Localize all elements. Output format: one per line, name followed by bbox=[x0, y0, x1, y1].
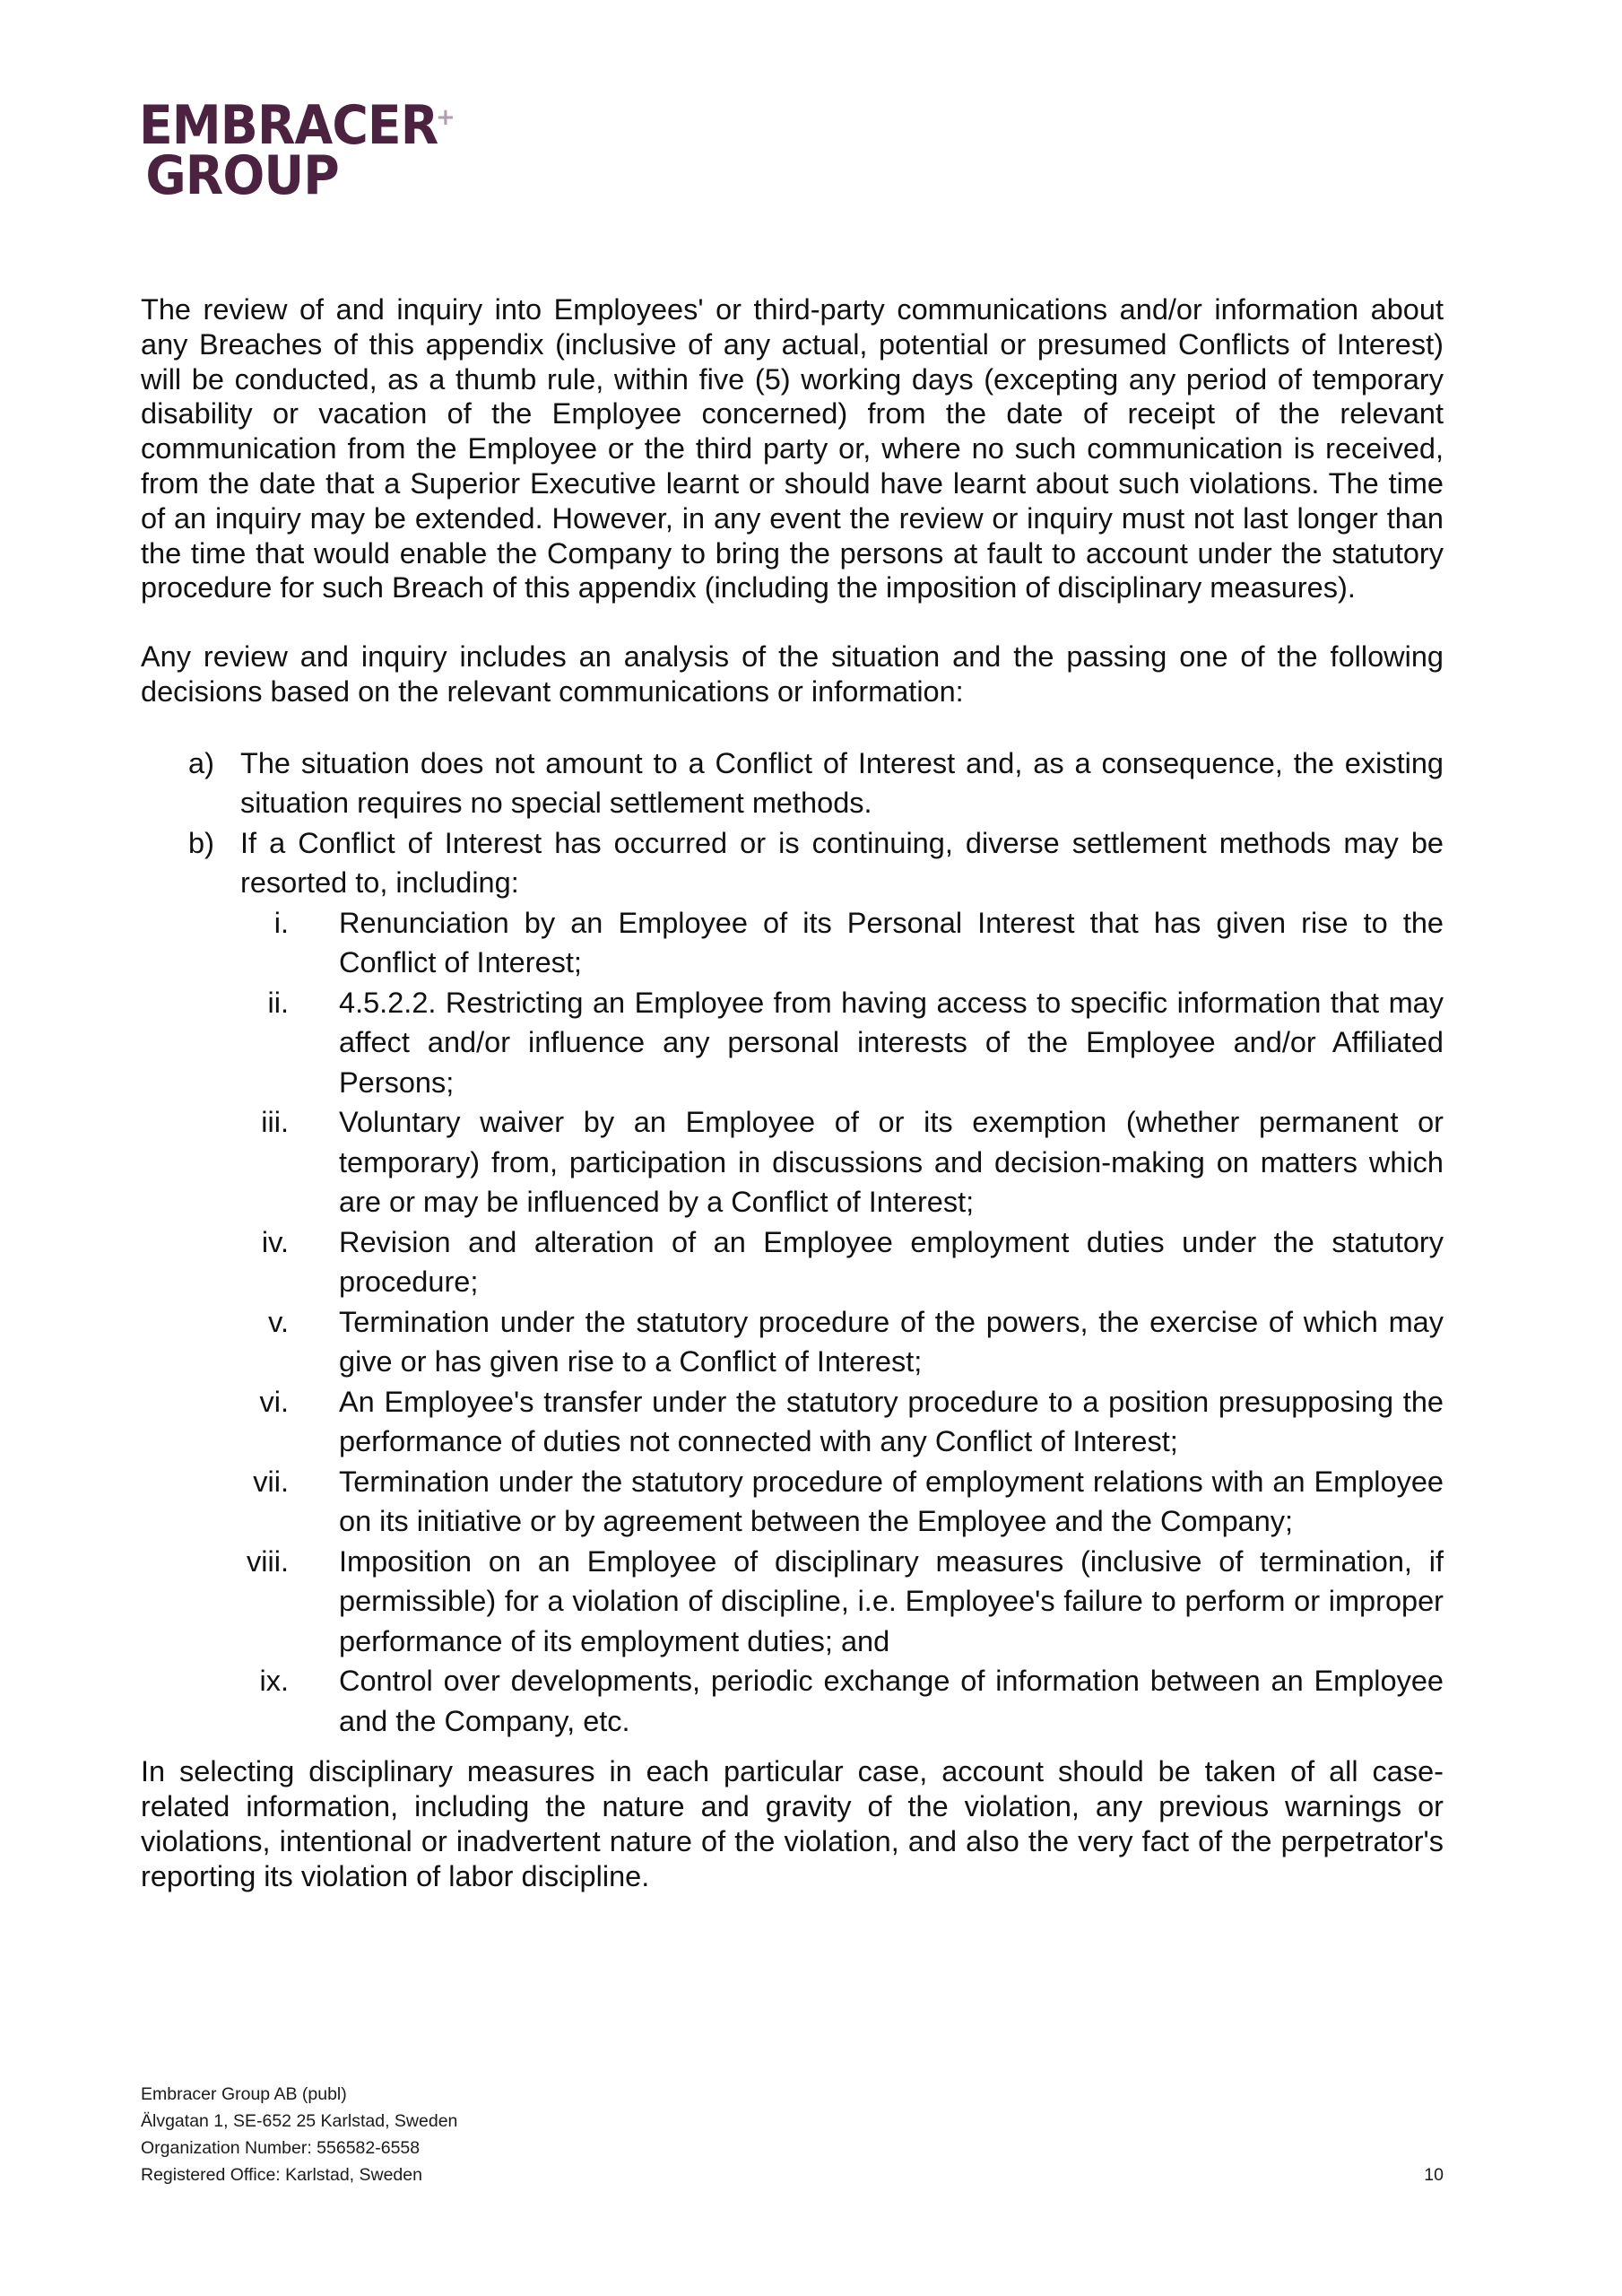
list-label: iv. bbox=[261, 1225, 289, 1258]
list-label: vi. bbox=[259, 1385, 289, 1418]
footer-company-name: Embracer Group AB (publ) bbox=[141, 2084, 347, 2104]
method-text: Termination under the statutory procedure of the powers, the exercise of which may give or has given rise to a Conflict of Interest; bbox=[339, 1305, 1444, 1378]
list-label: v. bbox=[268, 1305, 289, 1338]
paragraph-review-timeline: The review of and inquiry into Employees' or third-party communications and/or information about any Breaches of this appendix (inclusive of any actual, potential or presumed Conflicts of Interest) will be conducted, as a thumb rule, within five (5) working days (excepting any period of temporary disability or vacation of the Employee concerned) from the date of receipt of the relevant communication from the Employee or the third party or, where no such communication is received, from the date that a Superior Executive learnt or should have learnt about such violations. The time of an inquiry may be extended. However, in any event the review or inquiry must not last longer than the time that would enable the Company to bring the persons at fault to account under the statutory procedure for such Breach of this appendix (including the imposition of disciplinary measures). bbox=[141, 293, 1444, 604]
method-text: Imposition on an Employee of disciplinary measures (inclusive of termination, if permissible) for a violation of discipline, i.e. Employee's failure to perform or improper performance of its employment duties; and bbox=[339, 1544, 1444, 1657]
list-label: viii. bbox=[247, 1544, 289, 1578]
decision-item-a bbox=[141, 744, 1444, 823]
decision-item-b bbox=[141, 823, 1444, 1742]
list-label: vii. bbox=[253, 1465, 289, 1498]
list-label: ii. bbox=[267, 986, 289, 1019]
list-label: iii. bbox=[261, 1106, 289, 1139]
list-item bbox=[141, 1222, 1444, 1302]
footer-registered-office: Registered Office: Karlstad, Sweden bbox=[141, 2165, 422, 2185]
paragraph-disciplinary-measures: In selecting disciplinary measures in each particular case, account should be taken of all case-related information, including the nature and gravity of the violation, any previous warnings or violations, intentional or inadvertent nature of the violation, and also the very fact of the perpetrator's reporting its violation of labor discipline. bbox=[141, 1755, 1444, 1892]
list-label: a) bbox=[188, 746, 214, 779]
decision-text: The situation does not amount to a Conflict of Interest and, as a consequence, the existing situation requires no special settlement methods. bbox=[240, 746, 1444, 820]
list-item bbox=[141, 1462, 1444, 1542]
page-number: 10 bbox=[1424, 2165, 1444, 2185]
page-footer bbox=[141, 2081, 1444, 2188]
decision-text: If a Conflict of Interest has occurred or is continuing, diverse settlement methods may be resorted to, including: bbox=[240, 826, 1444, 900]
paragraph-decisions-intro: Any review and inquiry includes an analysis of the situation and the passing one of the following decisions based on the relevant communications or information: bbox=[141, 640, 1444, 708]
list-label: b) bbox=[188, 826, 214, 859]
logo-text-embracer: EMBRACER bbox=[139, 94, 438, 157]
settlement-methods-list bbox=[141, 903, 1444, 1742]
list-label: i. bbox=[273, 906, 289, 939]
document-body bbox=[141, 292, 1444, 1893]
method-text: Renunciation by an Employee of its Personal Interest that has given rise to the Conflict of Interest; bbox=[339, 906, 1444, 979]
list-item bbox=[141, 1382, 1444, 1462]
logo-plus-icon: + bbox=[436, 104, 455, 131]
footer-org-number: Organization Number: 556582-6558 bbox=[141, 2138, 421, 2158]
method-text: Voluntary waiver by an Employee of or its exemption (whether permanent or temporary) from, participation in discussions and decision-making on matters which are or may be influenced by a Conflict of Interest; bbox=[339, 1106, 1444, 1219]
list-item bbox=[141, 983, 1444, 1103]
method-text: 4.5.2.2. Restricting an Employee from having access to specific information that may affect and/or influence any personal interests of the Employee and/or Affiliated Persons; bbox=[339, 986, 1444, 1099]
method-text: Control over developments, periodic exchange of information between an Employee and the Company, etc. bbox=[339, 1665, 1444, 1737]
logo-text-group: GROUP bbox=[145, 144, 339, 207]
embracer-group-logo bbox=[139, 94, 462, 208]
list-label: ix. bbox=[259, 1665, 289, 1698]
footer-address: Älvgatan 1, SE-652 25 Karlstad, Sweden bbox=[141, 2111, 458, 2131]
list-item bbox=[141, 903, 1444, 983]
method-text: An Employee's transfer under the statutory procedure to a position presupposing the performance of duties not connected with any Conflict of Interest; bbox=[339, 1385, 1444, 1458]
decisions-list bbox=[141, 744, 1444, 1742]
list-item bbox=[141, 1302, 1444, 1382]
list-item bbox=[141, 1661, 1444, 1741]
method-text: Termination under the statutory procedure of employment relations with an Employee on its initiative or by agreement between the Employee and the Company; bbox=[339, 1465, 1444, 1538]
list-item bbox=[141, 1542, 1444, 1662]
list-item bbox=[141, 1102, 1444, 1222]
method-text: Revision and alteration of an Employee employment duties under the statutory procedure; bbox=[339, 1225, 1444, 1299]
